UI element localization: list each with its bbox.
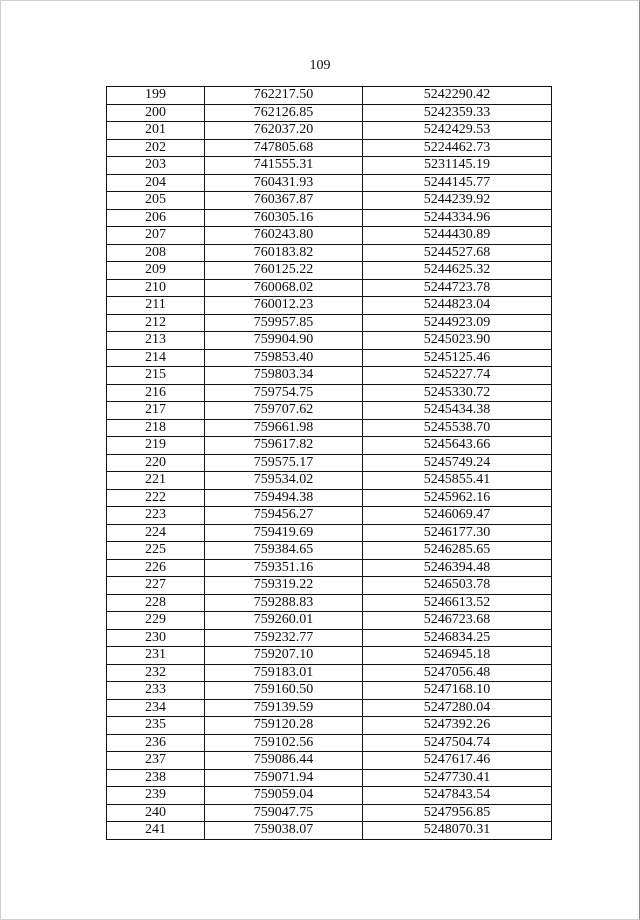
x-coordinate-cell: 760431.93: [205, 174, 363, 192]
x-coordinate-cell: 741555.31: [205, 157, 363, 175]
table-row: [107, 122, 552, 140]
x-coordinate-cell: 759232.77: [205, 629, 363, 647]
x-coordinate-cell: 759207.10: [205, 647, 363, 665]
x-coordinate-cell: 759617.82: [205, 437, 363, 455]
y-coordinate-cell: 5246834.25: [363, 629, 552, 647]
x-coordinate-cell: 759494.38: [205, 489, 363, 507]
x-coordinate-cell: 759904.90: [205, 332, 363, 350]
x-coordinate-cell: 759160.50: [205, 682, 363, 700]
point-number-cell: 205: [107, 192, 205, 210]
x-coordinate-cell: 759456.27: [205, 507, 363, 525]
table-row: [107, 227, 552, 245]
table-row: [107, 629, 552, 647]
x-coordinate-cell: 759419.69: [205, 524, 363, 542]
x-coordinate-cell: 759319.22: [205, 577, 363, 595]
point-number-cell: 201: [107, 122, 205, 140]
y-coordinate-cell: 5247168.10: [363, 682, 552, 700]
point-number-cell: 217: [107, 402, 205, 420]
table-row: [107, 209, 552, 227]
point-number-cell: 214: [107, 349, 205, 367]
x-coordinate-cell: 759707.62: [205, 402, 363, 420]
x-coordinate-cell: 759102.56: [205, 734, 363, 752]
point-number-cell: 231: [107, 647, 205, 665]
y-coordinate-cell: 5246613.52: [363, 594, 552, 612]
y-coordinate-cell: 5245434.38: [363, 402, 552, 420]
point-number-cell: 202: [107, 139, 205, 157]
y-coordinate-cell: 5245125.46: [363, 349, 552, 367]
y-coordinate-cell: 5247730.41: [363, 769, 552, 787]
table-row: [107, 472, 552, 490]
x-coordinate-cell: 760012.23: [205, 297, 363, 315]
table-row: [107, 489, 552, 507]
point-number-cell: 236: [107, 734, 205, 752]
table-row: [107, 87, 552, 105]
x-coordinate-cell: 760367.87: [205, 192, 363, 210]
table-row: [107, 682, 552, 700]
y-coordinate-cell: 5244527.68: [363, 244, 552, 262]
table-row: [107, 262, 552, 280]
point-number-cell: 208: [107, 244, 205, 262]
point-number-cell: 199: [107, 87, 205, 105]
y-coordinate-cell: 5245749.24: [363, 454, 552, 472]
x-coordinate-cell: 760243.80: [205, 227, 363, 245]
x-coordinate-cell: 747805.68: [205, 139, 363, 157]
x-coordinate-cell: 760125.22: [205, 262, 363, 280]
point-number-cell: 221: [107, 472, 205, 490]
x-coordinate-cell: 759534.02: [205, 472, 363, 490]
x-coordinate-cell: 759384.65: [205, 542, 363, 560]
y-coordinate-cell: 5244923.09: [363, 314, 552, 332]
table-row: [107, 402, 552, 420]
y-coordinate-cell: 5244430.89: [363, 227, 552, 245]
x-coordinate-cell: 762126.85: [205, 104, 363, 122]
point-number-cell: 207: [107, 227, 205, 245]
table-row: [107, 314, 552, 332]
point-number-cell: 235: [107, 717, 205, 735]
table-row: [107, 787, 552, 805]
y-coordinate-cell: 5246285.65: [363, 542, 552, 560]
x-coordinate-cell: 759038.07: [205, 822, 363, 840]
point-number-cell: 213: [107, 332, 205, 350]
x-coordinate-cell: 759288.83: [205, 594, 363, 612]
table-row: [107, 804, 552, 822]
y-coordinate-cell: 5246177.30: [363, 524, 552, 542]
x-coordinate-cell: 760305.16: [205, 209, 363, 227]
table-row: [107, 349, 552, 367]
x-coordinate-cell: 759351.16: [205, 559, 363, 577]
coordinates-table: [106, 86, 552, 840]
y-coordinate-cell: 5245227.74: [363, 367, 552, 385]
point-number-cell: 219: [107, 437, 205, 455]
point-number-cell: 240: [107, 804, 205, 822]
table-row: [107, 699, 552, 717]
point-number-cell: 200: [107, 104, 205, 122]
table-row: [107, 174, 552, 192]
y-coordinate-cell: 5244625.32: [363, 262, 552, 280]
point-number-cell: 216: [107, 384, 205, 402]
x-coordinate-cell: 759183.01: [205, 664, 363, 682]
point-number-cell: 206: [107, 209, 205, 227]
y-coordinate-cell: 5247617.46: [363, 752, 552, 770]
point-number-cell: 223: [107, 507, 205, 525]
x-coordinate-cell: 759086.44: [205, 752, 363, 770]
y-coordinate-cell: 5247280.04: [363, 699, 552, 717]
table-row: [107, 332, 552, 350]
y-coordinate-cell: 5245330.72: [363, 384, 552, 402]
x-coordinate-cell: 759853.40: [205, 349, 363, 367]
x-coordinate-cell: 759120.28: [205, 717, 363, 735]
point-number-cell: 239: [107, 787, 205, 805]
x-coordinate-cell: 759260.01: [205, 612, 363, 630]
page-number: 109: [309, 58, 331, 73]
table-row: [107, 664, 552, 682]
x-coordinate-cell: 760183.82: [205, 244, 363, 262]
y-coordinate-cell: 5246723.68: [363, 612, 552, 630]
point-number-cell: 210: [107, 279, 205, 297]
point-number-cell: 203: [107, 157, 205, 175]
point-number-cell: 224: [107, 524, 205, 542]
y-coordinate-cell: 5245855.41: [363, 472, 552, 490]
point-number-cell: 237: [107, 752, 205, 770]
x-coordinate-cell: 759957.85: [205, 314, 363, 332]
point-number-cell: 204: [107, 174, 205, 192]
y-coordinate-cell: 5244145.77: [363, 174, 552, 192]
y-coordinate-cell: 5246394.48: [363, 559, 552, 577]
table-row: [107, 717, 552, 735]
table-row: [107, 752, 552, 770]
point-number-cell: 227: [107, 577, 205, 595]
y-coordinate-cell: 5245962.16: [363, 489, 552, 507]
point-number-cell: 226: [107, 559, 205, 577]
y-coordinate-cell: 5224462.73: [363, 139, 552, 157]
x-coordinate-cell: 759803.34: [205, 367, 363, 385]
table-row: [107, 647, 552, 665]
point-number-cell: 209: [107, 262, 205, 280]
x-coordinate-cell: 762037.20: [205, 122, 363, 140]
table-row: [107, 734, 552, 752]
table-row: [107, 454, 552, 472]
table-row: [107, 419, 552, 437]
table-row: [107, 384, 552, 402]
point-number-cell: 234: [107, 699, 205, 717]
y-coordinate-cell: 5231145.19: [363, 157, 552, 175]
point-number-cell: 232: [107, 664, 205, 682]
table-row: [107, 244, 552, 262]
point-number-cell: 218: [107, 419, 205, 437]
y-coordinate-cell: 5246503.78: [363, 577, 552, 595]
y-coordinate-cell: 5247956.85: [363, 804, 552, 822]
y-coordinate-cell: 5244239.92: [363, 192, 552, 210]
point-number-cell: 225: [107, 542, 205, 560]
y-coordinate-cell: 5247392.26: [363, 717, 552, 735]
table-row: [107, 367, 552, 385]
point-number-cell: 215: [107, 367, 205, 385]
y-coordinate-cell: 5245023.90: [363, 332, 552, 350]
x-coordinate-cell: 759754.75: [205, 384, 363, 402]
y-coordinate-cell: 5242290.42: [363, 87, 552, 105]
point-number-cell: 222: [107, 489, 205, 507]
point-number-cell: 238: [107, 769, 205, 787]
y-coordinate-cell: 5245643.66: [363, 437, 552, 455]
x-coordinate-cell: 760068.02: [205, 279, 363, 297]
table-row: [107, 594, 552, 612]
table-row: [107, 437, 552, 455]
table-row: [107, 822, 552, 840]
table-row: [107, 157, 552, 175]
x-coordinate-cell: 759071.94: [205, 769, 363, 787]
x-coordinate-cell: 759661.98: [205, 419, 363, 437]
y-coordinate-cell: 5247843.54: [363, 787, 552, 805]
point-number-cell: 241: [107, 822, 205, 840]
table-row: [107, 507, 552, 525]
point-number-cell: 233: [107, 682, 205, 700]
table-row: [107, 769, 552, 787]
table-row: [107, 524, 552, 542]
table-row: [107, 192, 552, 210]
y-coordinate-cell: 5242359.33: [363, 104, 552, 122]
table-row: [107, 104, 552, 122]
y-coordinate-cell: 5247056.48: [363, 664, 552, 682]
y-coordinate-cell: 5244823.04: [363, 297, 552, 315]
table-row: [107, 577, 552, 595]
y-coordinate-cell: 5245538.70: [363, 419, 552, 437]
point-number-cell: 229: [107, 612, 205, 630]
y-coordinate-cell: 5246069.47: [363, 507, 552, 525]
table-row: [107, 297, 552, 315]
table-row: [107, 612, 552, 630]
y-coordinate-cell: 5244334.96: [363, 209, 552, 227]
y-coordinate-cell: 5244723.78: [363, 279, 552, 297]
table-row: [107, 542, 552, 560]
x-coordinate-cell: 762217.50: [205, 87, 363, 105]
point-number-cell: 220: [107, 454, 205, 472]
y-coordinate-cell: 5246945.18: [363, 647, 552, 665]
point-number-cell: 230: [107, 629, 205, 647]
table-row: [107, 279, 552, 297]
coordinates-table-body: [107, 87, 552, 840]
y-coordinate-cell: 5248070.31: [363, 822, 552, 840]
y-coordinate-cell: 5247504.74: [363, 734, 552, 752]
point-number-cell: 211: [107, 297, 205, 315]
x-coordinate-cell: 759575.17: [205, 454, 363, 472]
y-coordinate-cell: 5242429.53: [363, 122, 552, 140]
point-number-cell: 212: [107, 314, 205, 332]
point-number-cell: 228: [107, 594, 205, 612]
table-row: [107, 559, 552, 577]
table-row: [107, 139, 552, 157]
x-coordinate-cell: 759139.59: [205, 699, 363, 717]
x-coordinate-cell: 759047.75: [205, 804, 363, 822]
x-coordinate-cell: 759059.04: [205, 787, 363, 805]
